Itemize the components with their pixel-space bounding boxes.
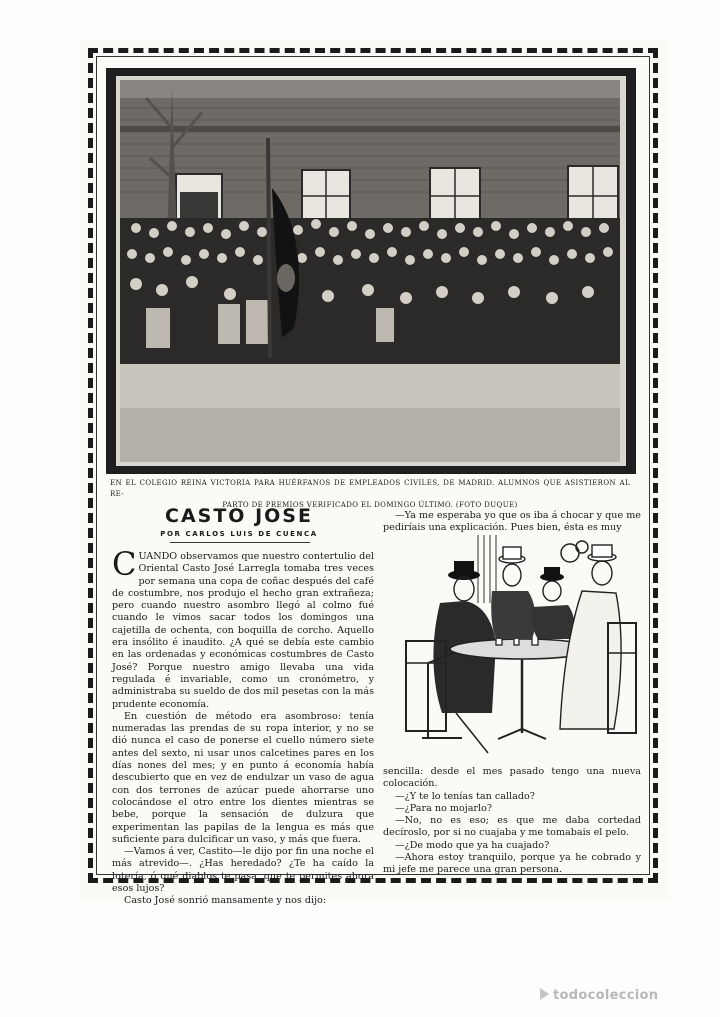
article-column-right-top bbox=[383, 510, 641, 535]
paragraph-text: UANDO observamos que nuestro contertulio del Oriental Casto José Larregla tomaba tres veces por semana una copa de coñac después del café de costumbre, nos produjo el hecho gran extrañeza; pero cuando nuestro asombro llegó al colmo fué cuando le vimos sacar todos los domingos una cajetilla de ochenta, con boquilla de corcho. Aquello era insólito é inaudito. ¿A qué se debía este cambio en las ordenadas y económicas costumbres de Casto José? Porque nuestro amigo llevaba una vida regulada é invariable, como un cronómetro, y administraba su sueldo de dos mil pesetas con la más prudente economía. bbox=[112, 551, 374, 710]
caption-line: EN EL COLEGIO REINA VICTORIA PARA HUÉRFANOS DE EMPLEADOS CIVILES, DE MADRID. ALUMNOS QUE ASISTIERON AL RE- bbox=[110, 479, 630, 498]
paragraph: —¿Para no mojarlo? bbox=[395, 802, 492, 814]
watermark-text: todocoleccion bbox=[553, 988, 659, 1003]
article-column-left bbox=[112, 545, 374, 908]
byline-rule bbox=[170, 542, 310, 543]
school-group-photo bbox=[106, 68, 636, 474]
watermark bbox=[540, 988, 658, 1003]
drop-cap: C bbox=[112, 545, 137, 583]
paragraph bbox=[112, 545, 374, 711]
watermark-arrow-icon bbox=[540, 988, 549, 1000]
article-byline: POR CARLOS LUIS DE CUENCA bbox=[160, 530, 318, 538]
paragraph: Casto José sonrió mansamente y nos dijo: bbox=[124, 895, 327, 907]
caption-line: PARTO DE PREMIOS VERIFICADO EL DOMINGO ÚLTIMO. (FOTO DUQUE) bbox=[222, 501, 518, 509]
article-title: CASTO JOSE bbox=[165, 505, 313, 527]
cafe-table-illustration bbox=[392, 533, 642, 759]
paragraph: —Vamos á ver, Castito—le dijo por fin una noche el más atrevido—. ¿Has heredado? ¿Te ha caído la lotería, ó qué diablos te pasa, que te permites ahora esos lujos? bbox=[112, 846, 374, 895]
article-column-right-bottom bbox=[383, 766, 641, 877]
paragraph: —¿Y te lo tenías tan callado? bbox=[395, 790, 535, 802]
paragraph: —¿De modo que ya ha cuajado? bbox=[395, 839, 550, 851]
paragraph: sencilla: desde el mes pasado tengo una nueva colocación. bbox=[383, 766, 641, 790]
paragraph: —Ahora estoy tranquilo, porque ya he cobrado y mi jefe me parece una gran persona. bbox=[383, 852, 641, 876]
paragraph: —Ya me esperaba yo que os iba á chocar y que me pediríais una explicación. Pues bien, ésta es muy bbox=[383, 510, 641, 534]
paragraph: En cuestión de método era asombroso: tenía numeradas las prendas de su ropa interior, y no se dió nunca el caso de ponerse el cuello número siete antes del sexto, ni usar unos calcetines pares en los días nones del mes; y en punto á economía había descubierto que en vez de endulzar un vaso de agua con dos terrones de azúcar puede ahorrarse uno colocándose el otro entre los dientes mientras se bebe, porque la sensación de dulzura que experimentan las papilas de la lengua es más que suficiente para dulcificar un vaso, y más que fuera. bbox=[112, 710, 374, 845]
paragraph: —No, no es eso; es que me daba cortedad decíroslo, por si no cuajaba y me tomabais el pelo. bbox=[383, 815, 641, 839]
